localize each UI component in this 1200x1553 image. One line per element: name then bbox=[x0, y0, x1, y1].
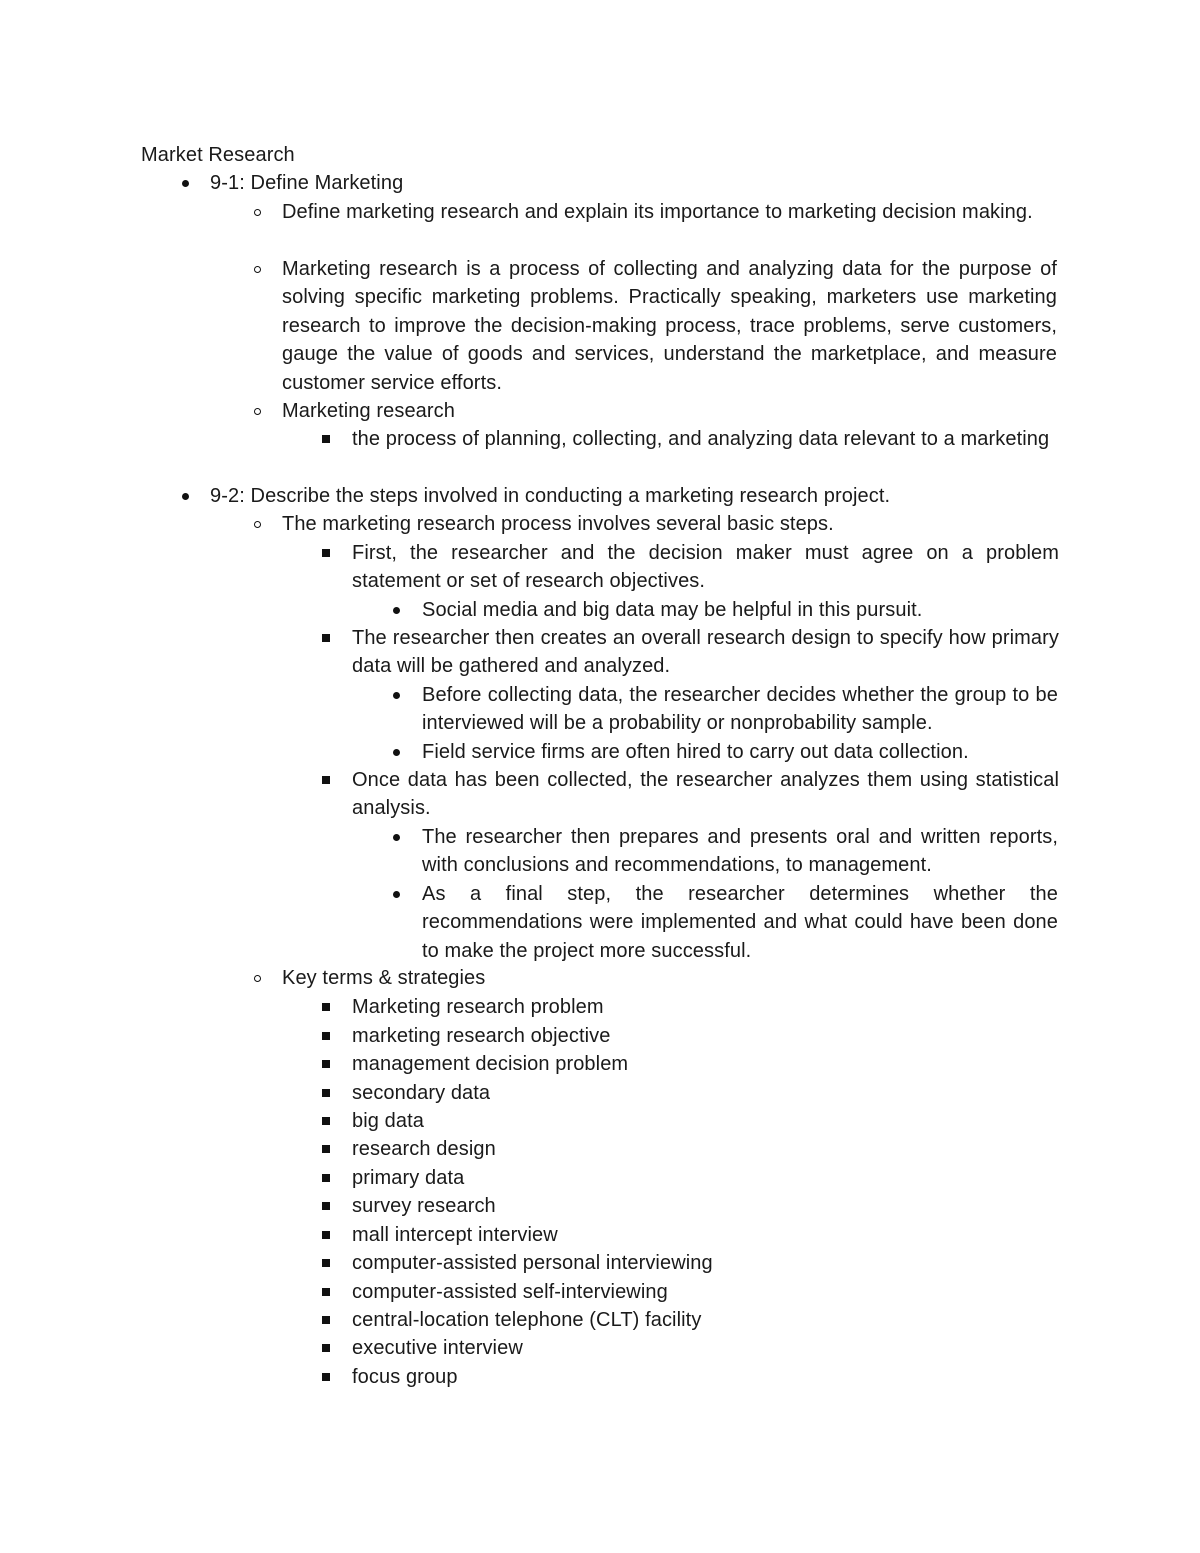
list-item-text: Social media and big data may be helpful in this pursuit. bbox=[422, 599, 923, 621]
list-item-level-4 bbox=[422, 681, 1058, 738]
key-term-item bbox=[352, 1334, 1059, 1362]
list-item-text: First, the researcher and the decision maker must agree on a problem statement or set of research objectives. bbox=[352, 542, 1059, 593]
list-item-level-1 bbox=[210, 169, 1060, 197]
bullet-square-icon bbox=[316, 1278, 336, 1306]
list-item-level-2 bbox=[282, 397, 1057, 425]
key-term-item bbox=[352, 1221, 1059, 1249]
key-term-item bbox=[352, 993, 1059, 1021]
bullet-square-icon bbox=[316, 1079, 336, 1107]
list-item-level-4 bbox=[422, 738, 1058, 766]
key-term-text: mall intercept interview bbox=[352, 1224, 558, 1246]
list-item-level-2 bbox=[282, 198, 1057, 226]
list-item-text: The researcher then prepares and presents oral and written reports, with conclusions and recommendations, to management. bbox=[422, 826, 1058, 877]
bullet-square-icon bbox=[316, 1334, 336, 1362]
bullet-square-icon bbox=[316, 1249, 336, 1277]
bullet-square-icon bbox=[316, 1363, 336, 1391]
list-item-text: The marketing research process involves several basic steps. bbox=[282, 513, 834, 535]
key-term-text: marketing research objective bbox=[352, 1025, 611, 1047]
list-item-text: the process of planning, collecting, and analyzing data relevant to a marketing bbox=[352, 428, 1050, 450]
key-term-text: survey research bbox=[352, 1195, 496, 1217]
key-term-text: secondary data bbox=[352, 1082, 491, 1104]
list-item-level-4 bbox=[422, 880, 1058, 965]
key-term-text: focus group bbox=[352, 1366, 458, 1388]
key-term-text: big data bbox=[352, 1110, 424, 1132]
list-item-level-4 bbox=[422, 596, 1058, 624]
key-term-item bbox=[352, 1278, 1059, 1306]
key-term-item bbox=[352, 1164, 1059, 1192]
bullet-ring-icon bbox=[247, 397, 267, 425]
bullet-square-icon bbox=[316, 1022, 336, 1050]
page-title: Market Research bbox=[141, 144, 295, 166]
key-term-text: computer-assisted self-interviewing bbox=[352, 1281, 668, 1303]
list-item-level-2 bbox=[282, 255, 1057, 397]
bullet-ring-icon bbox=[247, 198, 267, 226]
key-term-item bbox=[352, 1022, 1059, 1050]
key-term-item bbox=[352, 1306, 1059, 1334]
list-item-text: Field service firms are often hired to carry out data collection. bbox=[422, 741, 969, 763]
key-term-item bbox=[352, 1079, 1059, 1107]
key-term-item bbox=[352, 1249, 1059, 1277]
bullet-square-icon bbox=[316, 1050, 336, 1078]
bullet-square-icon bbox=[316, 425, 336, 453]
key-term-text: management decision problem bbox=[352, 1053, 629, 1075]
bullet-square-icon bbox=[316, 1306, 336, 1334]
bullet-dot-icon bbox=[175, 169, 195, 197]
list-item-level-3 bbox=[352, 425, 1059, 453]
key-term-text: executive interview bbox=[352, 1337, 523, 1359]
key-term-item bbox=[352, 1050, 1059, 1078]
bullet-dot-icon bbox=[386, 823, 406, 851]
list-item-text: Key terms & strategies bbox=[282, 967, 486, 989]
list-item-level-2 bbox=[282, 964, 1057, 992]
bullet-dot-icon bbox=[386, 880, 406, 908]
bullet-ring-icon bbox=[247, 510, 267, 538]
list-item-level-3 bbox=[352, 624, 1059, 681]
list-item-level-2 bbox=[282, 510, 1057, 538]
bullet-square-icon bbox=[316, 624, 336, 652]
list-item-text: The researcher then creates an overall research design to specify how primary data will be gathered and analyzed. bbox=[352, 627, 1059, 678]
list-item-text: Marketing research is a process of collecting and analyzing data for the purpose of solving specific marketing problems. Practically speaking, marketers use marketing research to improve the decision-making process, trace problems, serve customers, gauge the value of goods and services, understand the marketplace, and measure customer service efforts. bbox=[282, 258, 1057, 394]
list-item-text: Define marketing research and explain its importance to marketing decision making. bbox=[282, 201, 1033, 223]
list-item-text: 9-2: Describe the steps involved in conducting a marketing research project. bbox=[210, 485, 891, 507]
key-term-text: research design bbox=[352, 1138, 496, 1160]
key-term-item bbox=[352, 1192, 1059, 1220]
list-item-text: Before collecting data, the researcher decides whether the group to be interviewed will be a probability or nonprobability sample. bbox=[422, 684, 1058, 735]
bullet-square-icon bbox=[316, 1221, 336, 1249]
bullet-square-icon bbox=[316, 766, 336, 794]
bullet-square-icon bbox=[316, 1135, 336, 1163]
bullet-square-icon bbox=[316, 993, 336, 1021]
key-term-item bbox=[352, 1135, 1059, 1163]
key-term-item bbox=[352, 1363, 1059, 1391]
list-item-text: 9-1: Define Marketing bbox=[210, 172, 404, 194]
list-item-level-3 bbox=[352, 539, 1059, 596]
list-item-text: Marketing research bbox=[282, 400, 455, 422]
key-term-text: computer-assisted personal interviewing bbox=[352, 1252, 713, 1274]
key-term-item bbox=[352, 1107, 1059, 1135]
key-term-text: central-location telephone (CLT) facility bbox=[352, 1309, 702, 1331]
bullet-dot-icon bbox=[386, 681, 406, 709]
list-item-level-3 bbox=[352, 766, 1059, 823]
bullet-square-icon bbox=[316, 1107, 336, 1135]
bullet-dot-icon bbox=[386, 596, 406, 624]
list-item-text: Once data has been collected, the researcher analyzes them using statistical analysis. bbox=[352, 769, 1059, 820]
bullet-square-icon bbox=[316, 539, 336, 567]
bullet-square-icon bbox=[316, 1164, 336, 1192]
bullet-ring-icon bbox=[247, 255, 267, 283]
bullet-dot-icon bbox=[175, 482, 195, 510]
list-item-text: As a final step, the researcher determines whether the recommendations were implemented and what could have been done to make the project more successful. bbox=[422, 883, 1058, 962]
list-item-level-4 bbox=[422, 823, 1058, 880]
bullet-ring-icon bbox=[247, 964, 267, 992]
list-item-level-1 bbox=[210, 482, 1060, 510]
key-term-text: primary data bbox=[352, 1167, 465, 1189]
bullet-dot-icon bbox=[386, 738, 406, 766]
bullet-square-icon bbox=[316, 1192, 336, 1220]
key-term-text: Marketing research problem bbox=[352, 996, 604, 1018]
